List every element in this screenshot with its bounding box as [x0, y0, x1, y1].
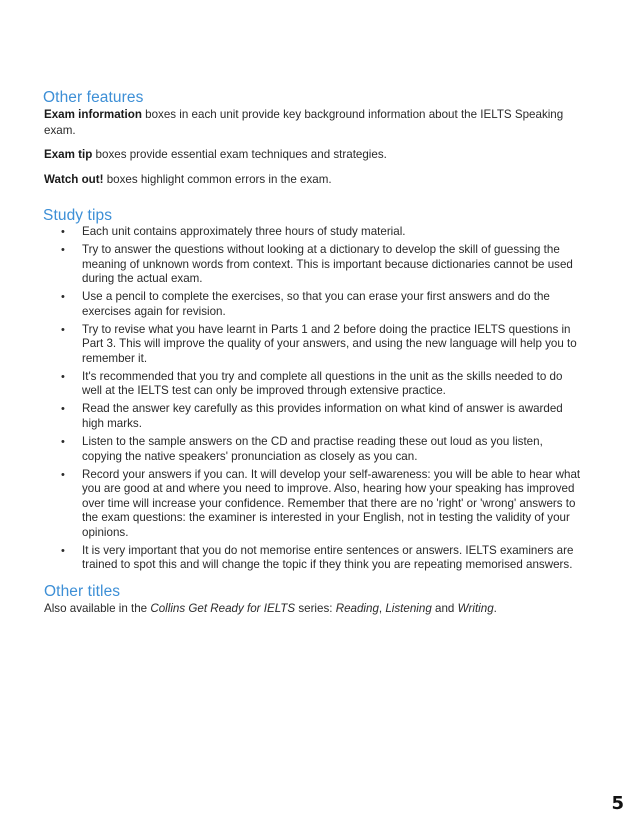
exam-information-text: boxes in each unit provide key background information about the IELTS Speaking exam.: [44, 108, 564, 137]
study-tip-text: Listen to the sample answers on the CD and practise reading these out loud as you listen, copying the native speakers' pronunciation as closely as you can.: [82, 435, 543, 463]
study-tip-item: [44, 544, 584, 573]
other-titles-suffix: .: [493, 602, 497, 615]
bullet-icon: •: [61, 291, 65, 304]
other-titles-paragraph: [44, 601, 584, 617]
bullet-icon: •: [61, 468, 65, 481]
study-tip-item: [44, 435, 584, 464]
study-tip-item: [44, 323, 584, 367]
exam-information-paragraph: [44, 107, 584, 139]
study-tip-item: [44, 468, 584, 541]
bullet-icon: •: [61, 370, 65, 383]
bullet-icon: •: [61, 544, 65, 557]
bullet-icon: •: [61, 244, 65, 257]
study-tip-text: Try to revise what you have learnt in Parts 1 and 2 before doing the practice IELTS questions in Part 3. This will improve the quality of your answers, and using the new language will help you to remember it.: [82, 322, 577, 365]
other-titles-prefix: Also available in the: [44, 602, 151, 615]
study-tip-text: Record your answers if you can. It will develop your self-awareness: you will be able to hear what you are good at and where you need to improve. Also, hearing how your speaking has improved over time will increase your confidence. Remember that there are no 'right' or 'wrong' answers to the exam questions: the examiner is interested in your English, not in testing the validity of your opinions.: [82, 467, 581, 539]
bullet-icon: •: [61, 403, 65, 416]
title-reading: Reading: [335, 602, 379, 615]
study-tip-text: Each unit contains approximately three hours of study material.: [82, 225, 406, 238]
watch-out-text: boxes highlight common errors in the exam.: [103, 173, 332, 186]
page-number: 5: [611, 793, 624, 814]
other-titles-middle: series:: [295, 602, 336, 615]
exam-information-label: Exam information: [44, 108, 142, 121]
other-features-heading: Other features: [43, 89, 144, 106]
study-tip-text: Try to answer the questions without looking at a dictionary to develop the skill of guessing the meaning of unknown words from context. This is important because dictionaries cannot be used during the actual exam.: [82, 243, 573, 286]
study-tip-item: [44, 243, 584, 287]
watch-out-label: Watch out!: [44, 173, 104, 186]
series-name: Collins Get Ready for IELTS: [150, 602, 296, 615]
study-tip-item: [44, 225, 584, 240]
exam-tip-paragraph: [44, 147, 584, 163]
study-tip-text: It is very important that you do not memorise entire sentences or answers. IELTS examiners are trained to spot this and will change the topic if they think you are repeating memorised answers.: [82, 543, 574, 572]
exam-tip-text: boxes provide essential exam techniques and strategies.: [92, 148, 387, 161]
study-tip-item: [44, 402, 584, 431]
other-titles-heading: Other titles: [44, 583, 121, 600]
watch-out-paragraph: [44, 172, 584, 188]
bullet-icon: •: [61, 226, 65, 238]
separator: ,: [378, 602, 386, 615]
bullet-icon: •: [61, 436, 65, 449]
study-tips-list: [44, 225, 584, 576]
study-tip-item: [44, 290, 584, 319]
study-tip-item: [44, 370, 584, 399]
study-tip-text: Use a pencil to complete the exercises, so that you can erase your first answers and do the exercises again for revision.: [82, 290, 550, 318]
exam-tip-label: Exam tip: [44, 148, 93, 161]
title-listening: Listening: [385, 602, 432, 615]
study-tip-text: It's recommended that you try and complete all questions in the unit as the skills needed to do well at the IELTS test can only be improved through extensive practice.: [82, 369, 563, 398]
study-tips-heading: Study tips: [43, 207, 113, 224]
separator: and: [431, 602, 458, 615]
title-writing: Writing: [457, 602, 494, 615]
study-tip-text: Read the answer key carefully as this provides information on what kind of answer is awarded high marks.: [82, 402, 563, 430]
bullet-icon: •: [61, 323, 65, 336]
